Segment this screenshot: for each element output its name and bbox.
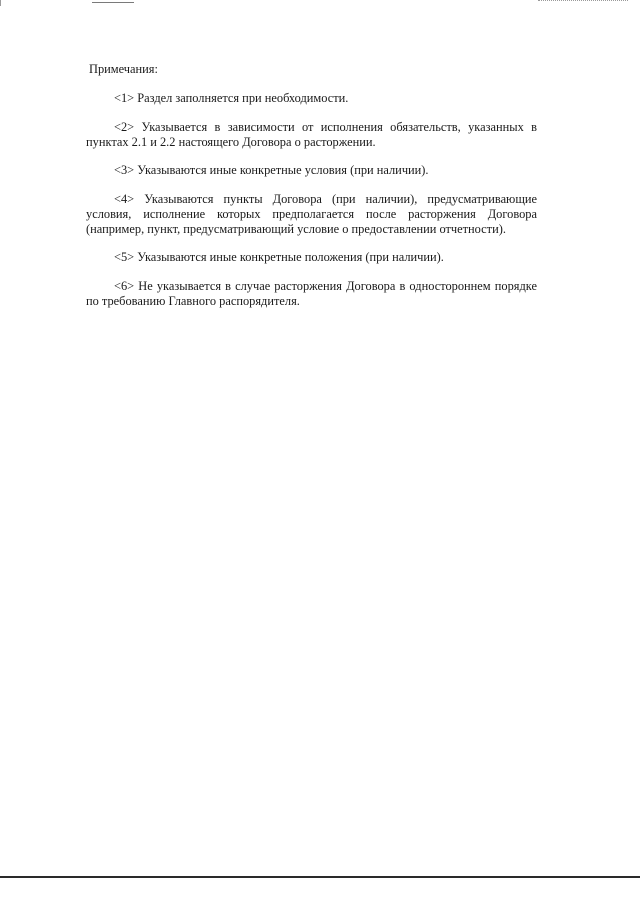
scan-corner-mark: [0, 0, 19, 6]
note-item-6: <6> Не указывается в случае расторжения Договора в одностороннем порядке по требованию Главного распорядителя.: [86, 278, 537, 308]
note-item-1: <1> Раздел заполняется при необходимости.: [114, 91, 349, 105]
note-item-5: <5> Указываются иные конкретные положения (при наличии).: [114, 250, 444, 264]
notes-heading: Примечания:: [89, 62, 158, 76]
scan-top-mark: [92, 2, 134, 3]
note-item-2: <2> Указывается в зависимости от исполнения обязательств, указанных в пунктах 2.1 и 2.2 настоящего Договора о расторжении.: [86, 119, 537, 149]
note-item-4: <4> Указываются пункты Договора (при наличии), предусматривающие условия, исполнение которых предполагается после расторжения Договора (например, пункт, предусматривающий условие о предоставлении отчетности).: [86, 191, 537, 236]
note-item-3: <3> Указываются иные конкретные условия (при наличии).: [114, 163, 429, 177]
document-notes: [86, 62, 537, 322]
scan-bottom-edge: [0, 876, 640, 878]
scan-top-right-mark: [538, 0, 628, 4]
